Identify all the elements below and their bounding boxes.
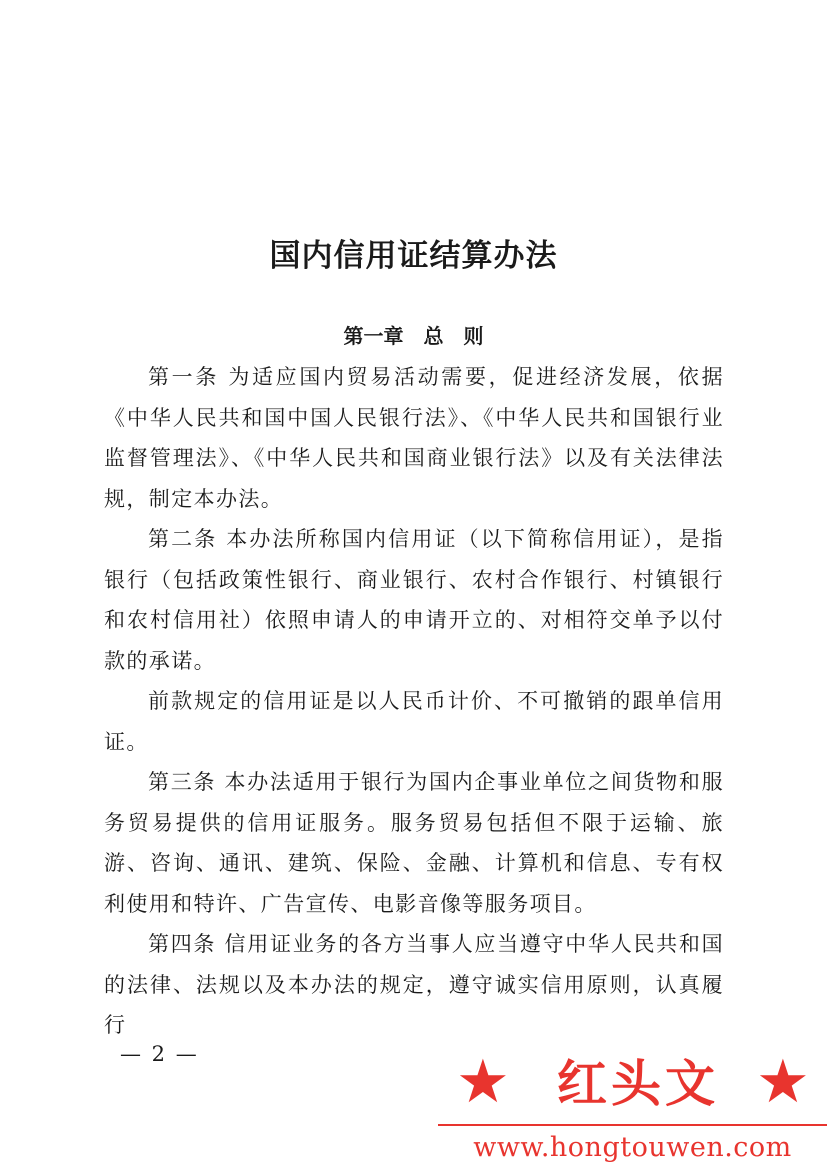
page-number: — 2 — [120,1042,199,1066]
article-1-paragraph: 第一条 为适应国内贸易活动需要，促进经济发展，依据《中华人民共和国中国人民银行法》、《中华人民共和国银行业监督管理法》、《中华人民共和国商业银行法》以及有关法律法规，制定本办法。 [104,365,724,511]
watermark [438,1047,827,1170]
watermark-banner [438,1047,827,1117]
article-4-paragraph: 第四条 信用证业务的各方当事人应当遵守中华人民共和国的法律、法规以及本办法的规定，遵守诚实信用原则，认真履行 [104,932,724,1037]
watermark-divider [438,1124,827,1126]
article-2-paragraph: 第二条 本办法所称国内信用证（以下简称信用证），是指银行（包括政策性银行、商业银行、农村合作银行、村镇银行和农村信用社）依照申请人的申请开立的、对相符交单予以付款的承诺。 [104,527,724,673]
body-text [104,357,724,1046]
document-title: 国内信用证结算办法 [269,238,558,274]
watermark-text: 红头文 [557,1054,719,1113]
star-icon: ★ [456,1047,510,1117]
chapter-heading: 第一章 总 则 [343,324,484,348]
article-3-paragraph: 第三条 本办法适用于银行为国内企事业单位之间货物和服务贸易提供的信用证服务。服务贸易包括但不限于运输、旅游、咨询、通讯、建筑、保险、金融、计算机和信息、专有权利使用和特许、广告宣传、电影音像等服务项目。 [104,770,724,916]
watermark-url: www.hongtouwen.com [473,1132,792,1163]
article-2-clause-paragraph: 前款规定的信用证是以人民币计价、不可撤销的跟单信用证。 [104,689,724,754]
star-icon: ★ [756,1047,810,1117]
